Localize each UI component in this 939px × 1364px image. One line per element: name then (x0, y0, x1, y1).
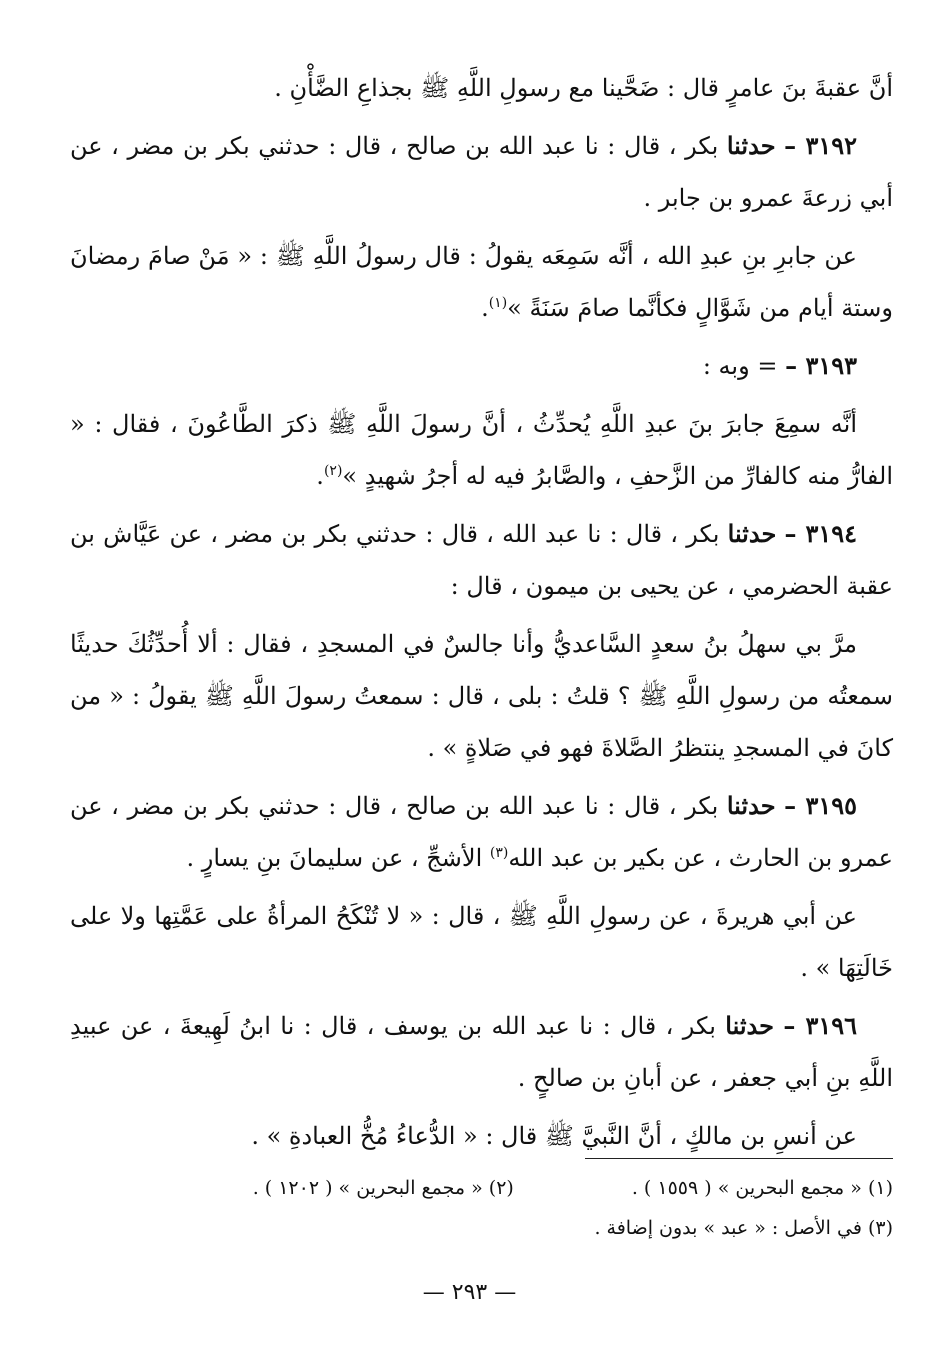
hadith-3195-text (70, 890, 893, 994)
hadith-text: مرَّ بي سهلُ بنُ سعدٍ السَّاعديُّ وأنا جالسٌ في المسجدِ ، فقال : ألا أُحدِّثُكَ حديثًا سمعتُه من رسولِ اللَّهِ ﷺ ؟ قلتُ : بلى ، قال : سمعتُ رسولَ اللَّهِ ﷺ يقولُ : « من كانَ في المسجدِ ينتظرُ الصَّلاةَ فهو في صَلاةٍ » . (70, 630, 893, 762)
hadith-heading-word: حدثنا (726, 131, 776, 160)
hadith-3192-text: عن جابرِ بنِ عبدِ الله ، أنَّه سَمِعَه يقولُ : قال رسولُ اللَّهِ ﷺ : « مَنْ صامَ رمضانَ وستة أيام من شَوَّالٍ فكأنَّما صامَ سَنَةً »$^{(١)}$. (70, 242, 893, 322)
hadith-number: ٣١٩٥ – (784, 791, 857, 820)
footnotes (70, 1168, 893, 1248)
hadith-number: ٣١٩٤ – (784, 519, 857, 548)
paragraph-text: أنَّ عقبةَ بنَ عامرٍ قال : ضَحَّينا مع رسولِ اللَّهِ ﷺ بجذاعِ الضَّأْنِ . (274, 74, 893, 102)
main-text (70, 62, 893, 1168)
chain-text: بكر ، قال : نا عبد الله بن صالح ، قال : حدثني بكر بن مضر ، عن عمرو بن الحارث ، عن بكير بن عبد الله (70, 792, 893, 872)
footnote-marker: (١) (488, 295, 508, 311)
hadith-3196-chain (70, 1000, 893, 1104)
chain-text: = وبه : (702, 352, 778, 380)
footnote-3: (٣) في الأصل : « عبد » بدون إضافة . (594, 1217, 893, 1239)
hadith-3193-text: أنَّه سمِعَ جابرَ بنَ عبدِ اللَّهِ يُحدِّثُ ، أنَّ رسولَ اللَّهِ ﷺ ذكرَ الطَّاعُونَ ، فقال : « الفارُّ منه كالفارِّ من الزَّحفِ ، والصَّابرُ فيه له أجرُ شهيدٍ »$^{(٢)}$. (70, 410, 893, 490)
hadith-number: ٣١٩٢ – (784, 131, 857, 160)
footnote-marker: (٢) (323, 463, 343, 479)
hadith-text: عن أنسِ بن مالكٍ ، أنَّ النَّبيَّ ﷺ قال : « الدُّعاءُ مُخُّ العبادةِ » . (251, 1122, 857, 1150)
hadith-heading-word: حدثنا (725, 1011, 774, 1040)
footnote-2: (٢) « مجمع البحرين » ( ١٢٠٢ ) . (252, 1177, 514, 1199)
hadith-heading-word: حدثنا (727, 519, 777, 548)
hadith-3194-text (70, 618, 893, 774)
hadith-3193-chain (70, 340, 893, 392)
hadith-3192-chain (70, 120, 893, 224)
chain-text: بكر ، قال : نا عبد الله بن يوسف ، قال : نا ابنُ لَهِيعةَ ، عن عبيدِ اللَّهِ بنِ أبي جعفر ، عن أبانِ بن صالحٍ . (70, 1012, 893, 1092)
chain-text: بكر ، قال : نا عبد الله بن صالح ، قال : حدثني بكر بن مضر ، عن أبي زرعةَ عمرو بن جابر . (70, 132, 893, 212)
chain-text: بكر ، قال : نا عبد الله ، قال : حدثني بكر بن مضر ، عن عَيَّاش بن عقبة الحضرمي ، عن يحيى بن ميمون ، قال : (70, 520, 893, 600)
footnote-divider (585, 1158, 893, 1159)
hadith-3195-chain (70, 780, 893, 884)
footnote-1: (١) « مجمع البحرين » ( ١٥٥٩ ) . (631, 1177, 893, 1199)
footnote-row (70, 1168, 893, 1208)
hadith-number: ٣١٩٦ – (783, 1011, 857, 1040)
page-number: — ٢٩٣ — (422, 1280, 517, 1305)
hadith-heading-word: حدثنا (726, 791, 776, 820)
footnote-marker: (٣) (489, 845, 509, 861)
hadith-3194-chain (70, 508, 893, 612)
paragraph-continuation (70, 62, 893, 114)
hadith-text: عن جابرِ بنِ عبدِ الله ، أنَّه سَمِعَه يقولُ : قال رسولُ اللَّهِ ﷺ : « مَنْ صامَ رمضانَ وستة أيام من شَوَّالٍ فكأنَّما صامَ سَنَةً » (70, 242, 893, 322)
chain-text: الأشجِّ ، عن سليمانَ بنِ يسارٍ . (186, 844, 483, 872)
hadith-3196-text (70, 1110, 893, 1162)
hadith-text: أنَّه سمِعَ جابرَ بنَ عبدِ اللَّهِ يُحدِّثُ ، أنَّ رسولَ اللَّهِ ﷺ ذكرَ الطَّاعُونَ ، فقال : « الفارُّ منه كالفارِّ من الزَّحفِ ، والصَّابرُ فيه له أجرُ شهيدٍ » (70, 410, 893, 490)
hadith-number: ٣١٩٣ – (785, 351, 857, 380)
hadith-text: عن أبي هريرةَ ، عن رسولِ اللَّهِ ﷺ ، قال : « لا تُنْكَحُ المرأةُ على عَمَّتِها ولا على خَالَتِهَا » . (70, 902, 893, 982)
